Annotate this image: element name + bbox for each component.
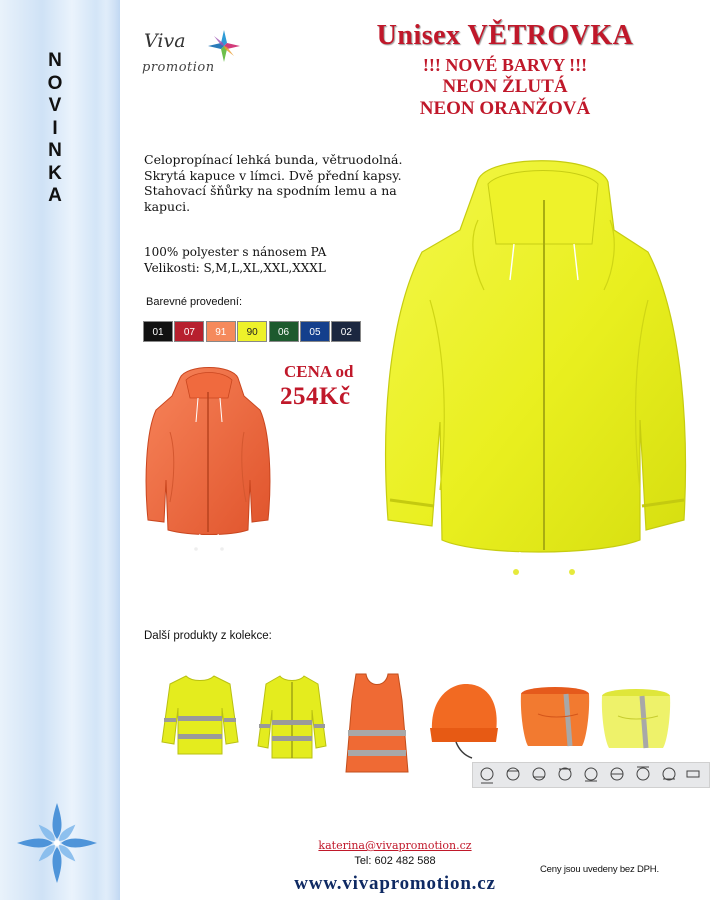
- product-title: Unisex VĚTROVKA: [376, 20, 634, 51]
- material-text: 100% polyester s nánosem PA: [144, 245, 327, 259]
- hi-vis-sweatshirt-image: [160, 672, 240, 758]
- price-block: [280, 362, 380, 412]
- neck-tube-usage-icons: [472, 762, 710, 788]
- star-flower-icon: [14, 798, 100, 888]
- price-label: CENA od: [284, 362, 354, 381]
- website-link[interactable]: www.vivapromotion.cz: [294, 873, 496, 894]
- email-link[interactable]: katerina@vivapromotion.cz: [318, 839, 472, 852]
- neon-yellow-neck-tube-image: [598, 686, 674, 758]
- novinka-letter: A: [48, 185, 62, 206]
- orange-jacket-image: [140, 362, 275, 557]
- logo-text-viva: Viva: [144, 30, 186, 52]
- color-swatches: [143, 321, 363, 342]
- novinka-letter: N: [48, 140, 62, 161]
- logo-text-promotion: promotion: [142, 60, 215, 75]
- color-swatch: 07: [174, 321, 204, 342]
- color-swatch: 90: [237, 321, 267, 342]
- color-swatch: 01: [143, 321, 173, 342]
- hi-vis-fleece-jacket-image: [256, 672, 328, 762]
- headline: [330, 18, 680, 120]
- logo-star-icon: [206, 28, 242, 64]
- phone-number: Tel: 602 482 588: [354, 855, 436, 867]
- more-products-label: Další produkty z kolekce:: [144, 630, 272, 642]
- novinka-letter: I: [52, 117, 58, 139]
- neon-orange-neck-tube-image: [518, 684, 592, 756]
- wearing-styles-icon: [473, 763, 711, 789]
- headline-neon-yellow: NEON ŽLUTÁ: [442, 76, 568, 97]
- sizes-text: Velikosti: S,M,L,XL,XXL,XXXL: [144, 261, 326, 275]
- contact-block: [280, 838, 510, 896]
- hi-vis-vest-image: [342, 670, 412, 776]
- color-swatch: 05: [300, 321, 330, 342]
- novinka-letter: N: [48, 50, 62, 71]
- color-swatch: 06: [269, 321, 299, 342]
- description-line: kapuci.: [144, 198, 191, 214]
- description-line: Celopropínací lehká bunda, větruodolná.: [144, 152, 403, 167]
- headline-neon-orange: NEON ORANŽOVÁ: [419, 98, 591, 119]
- novinka-letter: K: [48, 162, 62, 184]
- colors-label: Barevné provedení:: [146, 296, 243, 308]
- viva-promotion-logo: [140, 26, 245, 84]
- novinka-letter: V: [48, 95, 62, 116]
- vat-note: Ceny jsou uvedeny bez DPH.: [540, 864, 659, 875]
- neon-beanie-image: [426, 680, 502, 760]
- novinka-vertical-text: [40, 50, 70, 208]
- description-line: Skrytá kapuce v límci. Dvě přední kapsy.: [144, 167, 402, 183]
- color-swatch: 91: [206, 321, 236, 342]
- novinka-letter: O: [47, 72, 63, 94]
- headline-new-colors: !!! NOVÉ BARVY !!!: [422, 55, 588, 75]
- price-value: 254Kč: [280, 383, 351, 410]
- yellow-jacket-image: [378, 160, 696, 585]
- left-sidebar: [0, 0, 120, 900]
- description-line: Stahovací šňůrky na spodním lemu a na: [144, 183, 397, 198]
- color-swatch: 02: [331, 321, 361, 342]
